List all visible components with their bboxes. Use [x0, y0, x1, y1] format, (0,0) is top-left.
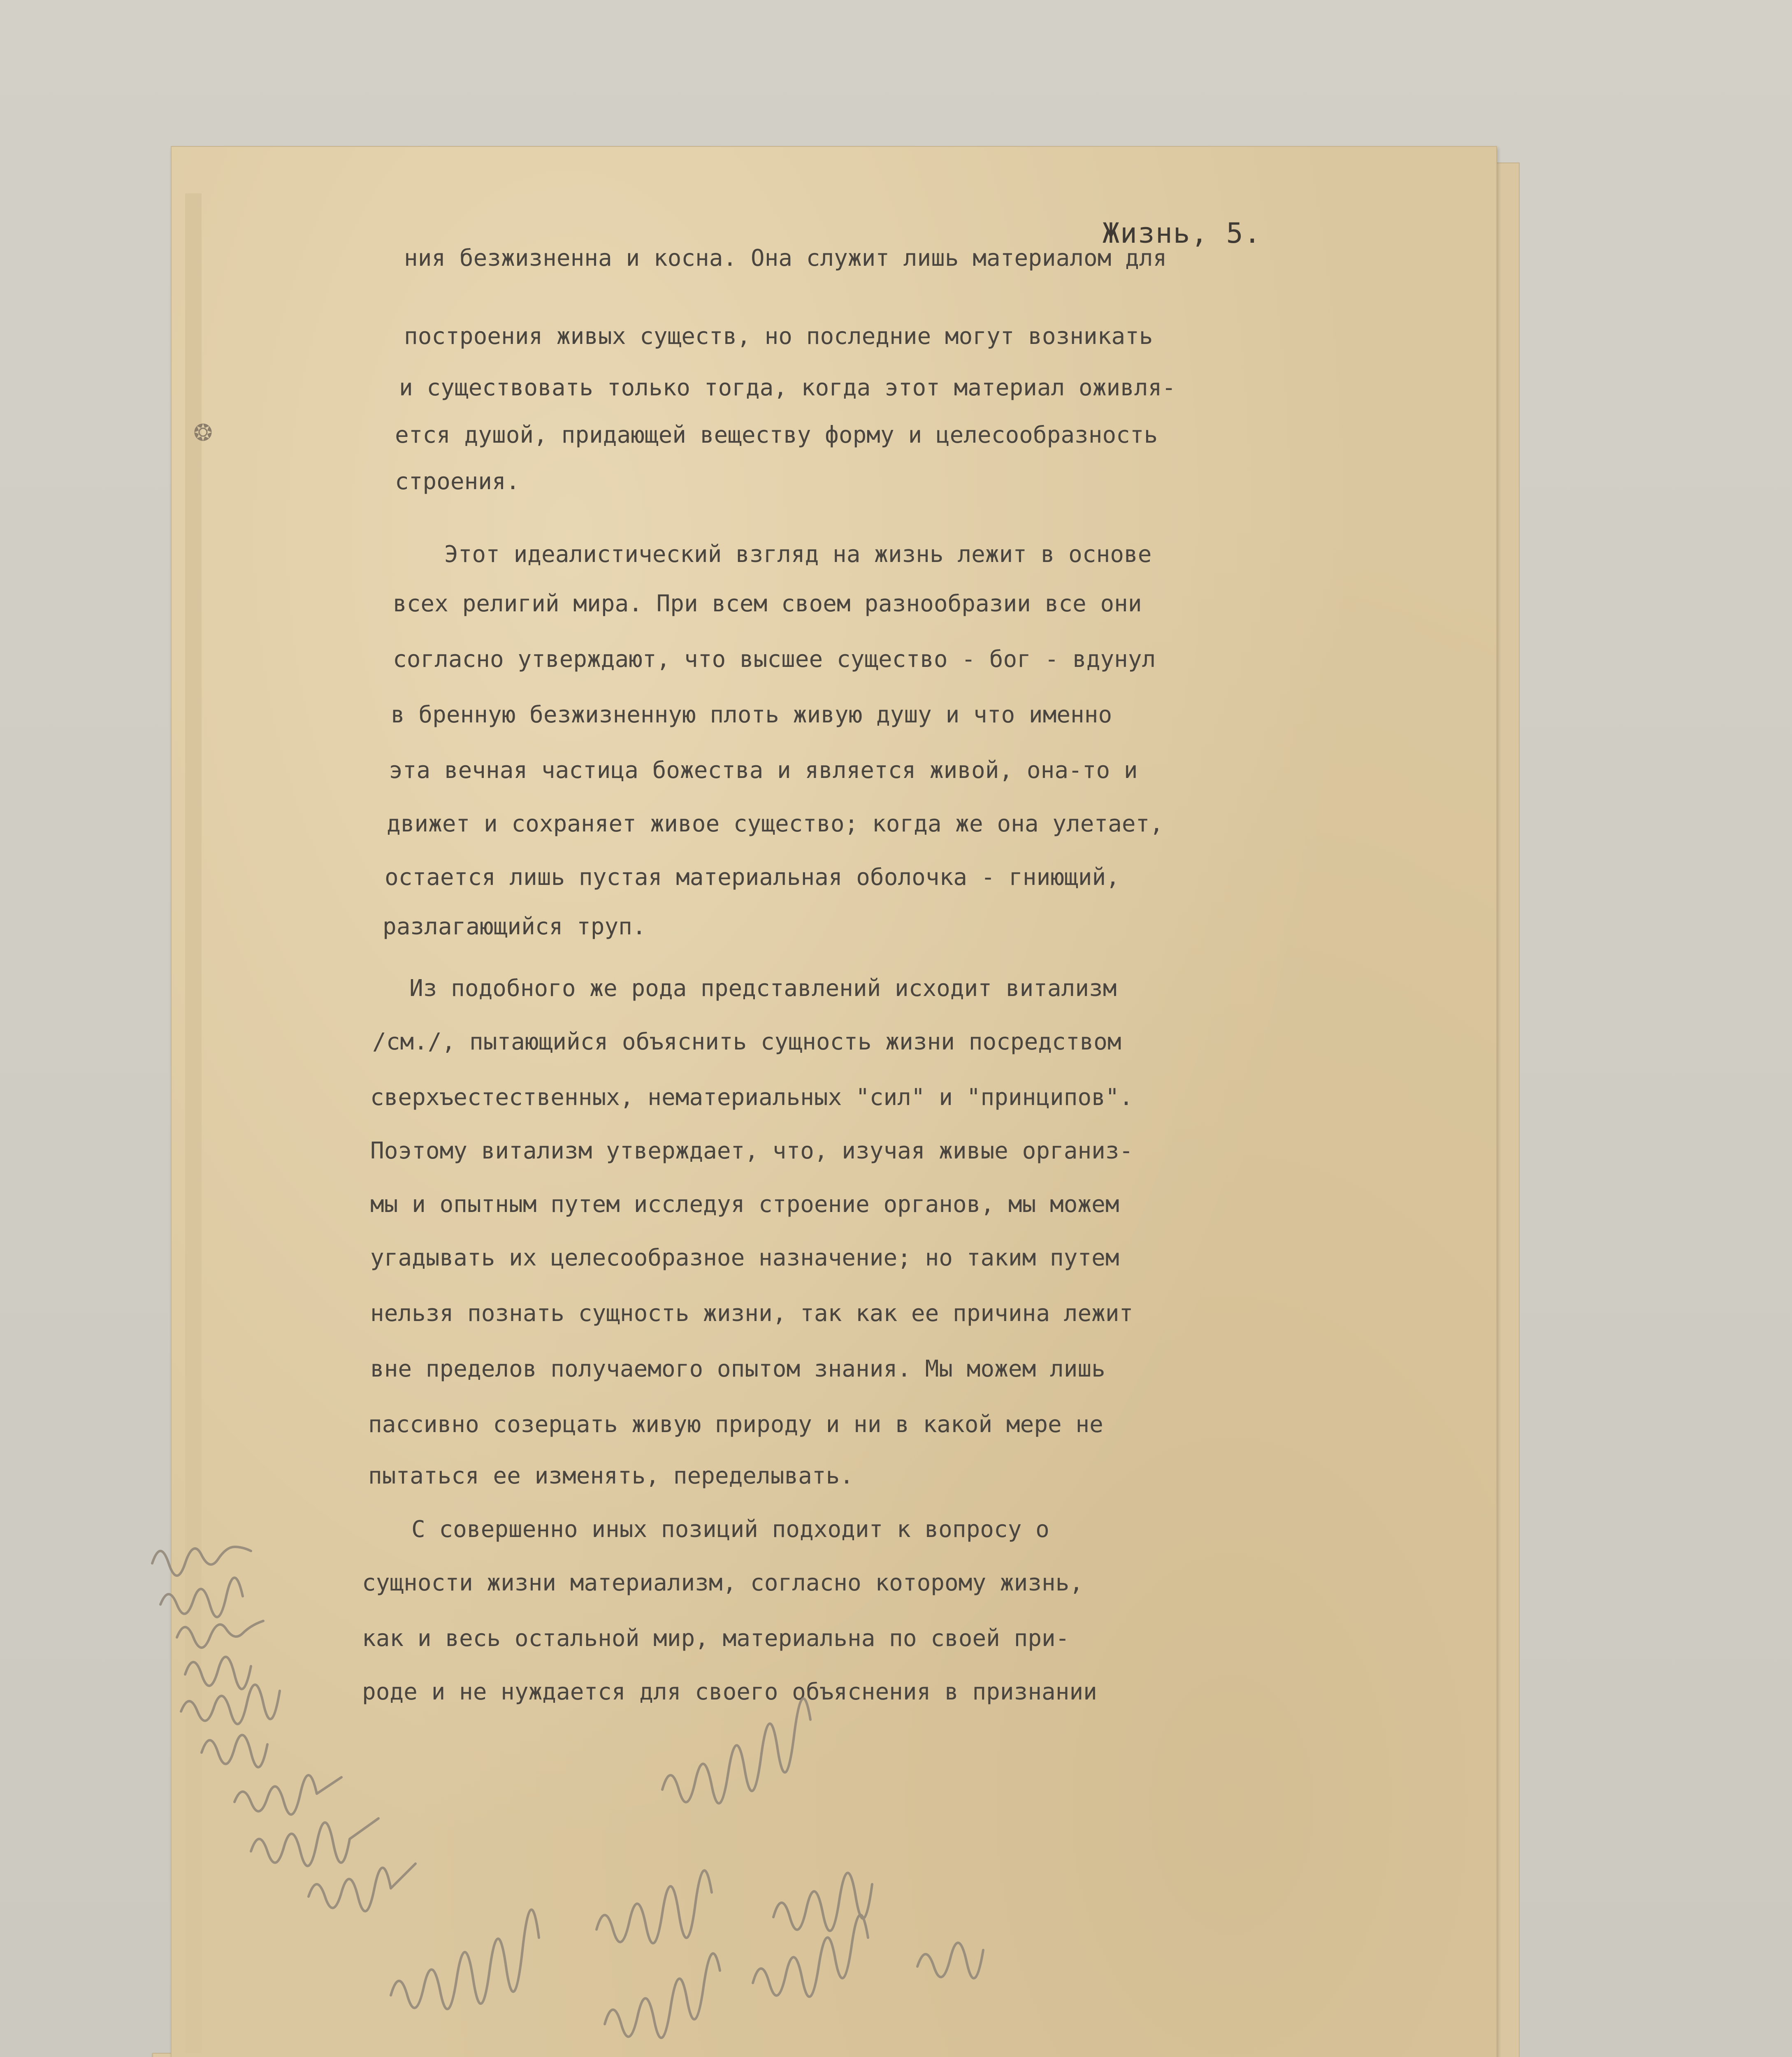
text-line: /см./, пытающийся объяснить сущность жизни посредством [372, 1028, 1121, 1055]
text-line: сущности жизни материализм, согласно которому жизнь, [362, 1569, 1084, 1596]
text-line: роде и не нуждается для своего объяснения в признании [362, 1679, 1097, 1705]
text-line: разлагающийся труп. [383, 913, 646, 940]
text-line: вне пределов получаемого опытом знания. Мы можем лишь [370, 1356, 1105, 1382]
text-line: Поэтому витализм утверждает, что, изучая живые организ- [370, 1138, 1133, 1164]
text-line: Из подобного же рода представлений исходит витализм [409, 975, 1117, 1002]
text-line: построения живых существ, но последние могут возникать [404, 323, 1153, 350]
text-line: эта вечная частица божества и является живой, она-то и [389, 757, 1138, 784]
text-line: пытаться ее изменять, переделывать. [368, 1463, 854, 1489]
text-line: пассивно созерцать живую природу и ни в какой мере не [368, 1411, 1103, 1438]
text-line: мы и опытным путем исследуя строение органов, мы можем [370, 1191, 1119, 1218]
text-line: как и весь остальной мир, материальна по своей при- [362, 1625, 1070, 1652]
text-line: согласно утверждают, что высшее существо - бог - вдунул [393, 646, 1156, 673]
pencil-marginalia [136, 1481, 1082, 2057]
page-header: Жизнь, 5. [1103, 217, 1262, 250]
text-line: сверхъестественных, нематериальных "сил" и "принципов". [370, 1084, 1133, 1111]
text-line: в бренную безжизненную плоть живую душу и что именно [391, 701, 1112, 728]
text-line: Этот идеалистический взгляд на жизнь лежит в основе [444, 541, 1152, 568]
text-line: остается лишь пустая материальная оболочка - гниющий, [385, 864, 1120, 891]
text-line: движет и сохраняет живое существо; когда же она улетает, [387, 810, 1164, 837]
text-line: и существовать только тогда, когда этот материал оживля- [399, 374, 1176, 401]
text-line: ния безжизненна и косна. Она служит лишь материалом для [404, 245, 1167, 272]
text-line: всех религий мира. При всем своем разнообразии все они [393, 590, 1142, 617]
margin-ink-mark: ❂ [193, 420, 213, 446]
text-line: С совершенно иных позиций подходит к вопросу о [411, 1516, 1049, 1543]
text-line: ется душой, придающей веществу форму и целесообразность [395, 422, 1158, 448]
text-line: угадывать их целесообразное назначение; но таким путем [370, 1244, 1119, 1271]
text-line: нельзя познать сущность жизни, так как ее причина лежит [370, 1300, 1133, 1327]
text-line: строения. [395, 468, 520, 495]
